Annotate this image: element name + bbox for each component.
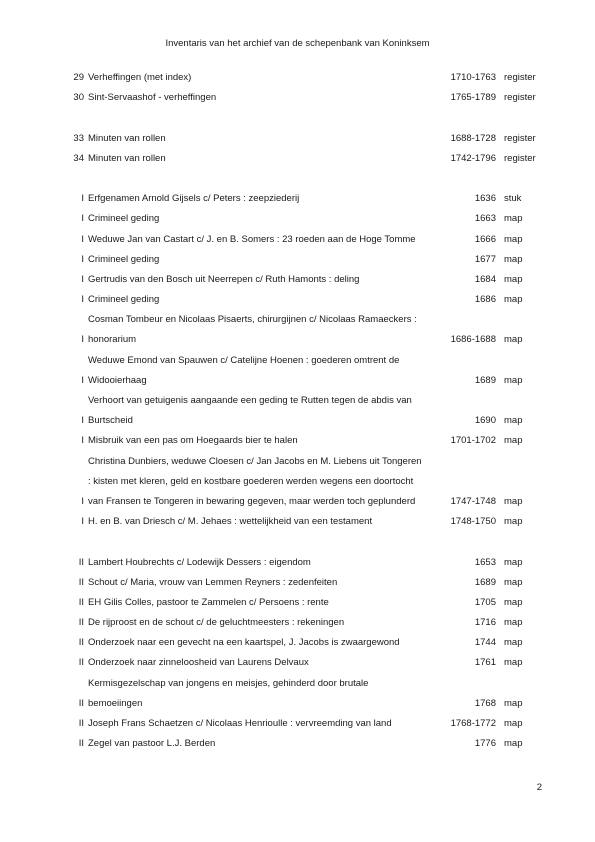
inventory-row bbox=[0, 149, 595, 169]
inventory-row bbox=[0, 108, 595, 128]
inventory-date: 1686-1688 bbox=[450, 334, 496, 346]
inventory-type: map bbox=[504, 576, 523, 588]
inventory-list bbox=[0, 68, 595, 754]
inventory-row bbox=[0, 633, 595, 653]
inventory-row bbox=[0, 230, 595, 250]
inventory-description: bemoeiingen bbox=[88, 697, 143, 709]
inventory-row bbox=[0, 351, 595, 371]
inventory-description: Cosman Tombeur en Nicolaas Pisaerts, chirurgijnen c/ Nicolaas Ramaeckers : bbox=[88, 314, 417, 326]
inventory-number: I bbox=[81, 516, 84, 528]
inventory-date: 1688-1728 bbox=[450, 132, 496, 144]
inventory-type: map bbox=[504, 637, 523, 649]
inventory-row bbox=[0, 694, 595, 714]
inventory-row bbox=[0, 532, 595, 552]
inventory-date: 1636 bbox=[474, 193, 496, 205]
inventory-description: Verheffingen (met index) bbox=[88, 72, 192, 83]
inventory-description: van Fransen te Tongeren in bewaring gegeven, maar werden toch geplunderd bbox=[88, 495, 416, 507]
inventory-type: map bbox=[504, 294, 523, 306]
inventory-number: II bbox=[78, 617, 84, 629]
inventory-description: Weduwe Emond van Spauwen c/ Catelijne Hoenen : goederen omtrent de bbox=[88, 354, 400, 366]
inventory-number: II bbox=[78, 657, 84, 669]
inventory-date: 1748-1750 bbox=[450, 516, 496, 528]
inventory-row bbox=[0, 209, 595, 229]
inventory-row bbox=[0, 129, 595, 149]
inventory-number: II bbox=[78, 556, 84, 568]
inventory-date: 1663 bbox=[474, 213, 496, 225]
inventory-date: 1768-1772 bbox=[450, 718, 496, 729]
inventory-row bbox=[0, 593, 595, 613]
inventory-description: Onderzoek naar een gevecht na een kaartspel, J. Jacobs is zwaargewond bbox=[88, 637, 400, 649]
inventory-number: I bbox=[81, 495, 84, 507]
inventory-row bbox=[0, 371, 595, 391]
inventory-type: map bbox=[504, 556, 523, 568]
inventory-description: Sint-Servaashof - verheffingen bbox=[88, 92, 217, 104]
inventory-type: register bbox=[504, 72, 536, 83]
inventory-type: register bbox=[504, 92, 536, 104]
inventory-date: 1689 bbox=[474, 576, 496, 588]
inventory-number: I bbox=[81, 415, 84, 427]
inventory-number: I bbox=[81, 273, 84, 285]
inventory-date: 1690 bbox=[474, 415, 496, 427]
inventory-type: map bbox=[504, 233, 523, 245]
inventory-date: 1686 bbox=[474, 294, 496, 306]
inventory-row bbox=[0, 431, 595, 451]
inventory-description: Widooierhaag bbox=[88, 374, 147, 386]
inventory-number: I bbox=[81, 193, 84, 205]
inventory-date: 1653 bbox=[474, 556, 496, 568]
inventory-number: I bbox=[81, 294, 84, 306]
inventory-row bbox=[0, 68, 595, 88]
inventory-type: map bbox=[504, 718, 523, 729]
inventory-row bbox=[0, 573, 595, 593]
inventory-number: 30 bbox=[73, 92, 84, 104]
inventory-description: Zegel van pastoor L.J. Berden bbox=[88, 738, 216, 750]
inventory-date: 1689 bbox=[474, 374, 496, 386]
inventory-date: 1684 bbox=[474, 273, 496, 285]
inventory-date: 1776 bbox=[474, 738, 496, 750]
inventory-description: Erfgenamen Arnold Gijsels c/ Peters : zeepziederij bbox=[88, 193, 300, 205]
inventory-description: Weduwe Jan van Castart c/ J. en B. Somers : 23 roeden aan de Hoge Tomme bbox=[88, 233, 416, 245]
inventory-number: I bbox=[81, 334, 84, 346]
inventory-number: 34 bbox=[73, 152, 84, 164]
inventory-type: map bbox=[504, 516, 523, 528]
inventory-description: EH Gilis Colles, pastoor te Zammelen c/ Persoens : rente bbox=[88, 596, 329, 608]
inventory-row bbox=[0, 169, 595, 189]
inventory-type: map bbox=[504, 697, 523, 709]
inventory-type: stuk bbox=[504, 193, 522, 205]
inventory-number: I bbox=[81, 374, 84, 386]
inventory-number: I bbox=[81, 213, 84, 225]
inventory-row bbox=[0, 250, 595, 270]
inventory-description: Joseph Frans Schaetzen c/ Nicolaas Henrioulle : vervreemding van land bbox=[88, 718, 392, 729]
inventory-description: Christina Dunbiers, weduwe Cloesen c/ Jan Jacobs en M. Liebens uit Tongeren bbox=[88, 455, 422, 467]
inventory-date: 1666 bbox=[474, 233, 496, 245]
inventory-type: map bbox=[504, 374, 523, 386]
inventory-date: 1768 bbox=[474, 697, 496, 709]
inventory-type: map bbox=[504, 657, 523, 669]
inventory-description: Lambert Houbrechts c/ Lodewijk Dessers : eigendom bbox=[88, 556, 311, 568]
inventory-description: H. en B. van Driesch c/ M. Jehaes : wettelijkheid van een testament bbox=[88, 516, 373, 528]
inventory-date: 1742-1796 bbox=[450, 152, 496, 164]
inventory-description: Crimineel geding bbox=[88, 213, 160, 225]
inventory-row bbox=[0, 452, 595, 472]
inventory-description: : kisten met kleren, geld en kostbare goederen werden wegens een doortocht bbox=[88, 475, 414, 487]
inventory-type: map bbox=[504, 738, 523, 750]
inventory-number: II bbox=[78, 697, 84, 709]
page-number: 2 bbox=[536, 782, 542, 793]
inventory-description: honorarium bbox=[88, 334, 137, 346]
inventory-row bbox=[0, 653, 595, 673]
inventory-date: 1747-1748 bbox=[450, 495, 496, 507]
inventory-row bbox=[0, 411, 595, 431]
inventory-row bbox=[0, 613, 595, 633]
inventory-description: Burtscheid bbox=[88, 415, 133, 427]
inventory-number: II bbox=[78, 738, 84, 750]
inventory-row bbox=[0, 492, 595, 512]
inventory-description: Gertrudis van den Bosch uit Neerrepen c/ Ruth Hamonts : deling bbox=[88, 273, 360, 285]
inventory-description: Crimineel geding bbox=[88, 294, 160, 306]
inventory-number: I bbox=[81, 435, 84, 447]
inventory-type: map bbox=[504, 435, 523, 447]
inventory-number: 29 bbox=[73, 72, 84, 83]
inventory-description: Verhoort van getuigenis aangaande een geding te Rutten tegen de abdis van bbox=[88, 395, 412, 406]
inventory-type: map bbox=[504, 617, 523, 629]
inventory-row bbox=[0, 714, 595, 734]
inventory-type: map bbox=[504, 253, 523, 265]
inventory-description: Minuten van rollen bbox=[88, 152, 166, 164]
inventory-date: 1765-1789 bbox=[450, 92, 496, 104]
inventory-type: register bbox=[504, 152, 536, 164]
inventory-type: map bbox=[504, 415, 523, 427]
inventory-date: 1761 bbox=[474, 657, 496, 669]
inventory-date: 1716 bbox=[474, 617, 496, 629]
inventory-row bbox=[0, 270, 595, 290]
inventory-description: Schout c/ Maria, vrouw van Lemmen Reyners : zedenfeiten bbox=[88, 576, 338, 588]
inventory-description: Onderzoek naar zinneloosheid van Laurens Delvaux bbox=[88, 657, 309, 669]
inventory-number: I bbox=[81, 253, 84, 265]
inventory-type: map bbox=[504, 596, 523, 608]
inventory-row bbox=[0, 734, 595, 754]
inventory-row bbox=[0, 330, 595, 350]
inventory-number: II bbox=[78, 576, 84, 588]
inventory-type: map bbox=[504, 213, 523, 225]
page-header: Inventaris van het archief van de schepenbank van Koninksem bbox=[165, 38, 430, 49]
inventory-row bbox=[0, 189, 595, 209]
inventory-row bbox=[0, 553, 595, 573]
inventory-number: II bbox=[78, 596, 84, 608]
inventory-type: map bbox=[504, 334, 523, 346]
inventory-number: II bbox=[78, 637, 84, 649]
inventory-date: 1710-1763 bbox=[450, 72, 496, 83]
inventory-description: Minuten van rollen bbox=[88, 132, 166, 144]
inventory-number: I bbox=[81, 233, 84, 245]
inventory-row bbox=[0, 391, 595, 411]
inventory-row bbox=[0, 290, 595, 310]
inventory-description: Kermisgezelschap van jongens en meisjes, gehinderd door brutale bbox=[88, 677, 369, 689]
inventory-number: II bbox=[78, 718, 84, 729]
inventory-description: De rijproost en de schout c/ de geluchtmeesters : rekeningen bbox=[88, 617, 345, 629]
inventory-date: 1701-1702 bbox=[450, 435, 496, 447]
inventory-description: Misbruik van een pas om Hoegaards bier te halen bbox=[88, 435, 298, 447]
inventory-row bbox=[0, 88, 595, 108]
inventory-row bbox=[0, 674, 595, 694]
inventory-row bbox=[0, 472, 595, 492]
inventory-description: Crimineel geding bbox=[88, 253, 160, 265]
inventory-type: map bbox=[504, 273, 523, 285]
inventory-number: 33 bbox=[73, 132, 84, 144]
inventory-row bbox=[0, 310, 595, 330]
inventory-type: register bbox=[504, 132, 536, 144]
inventory-date: 1744 bbox=[474, 637, 496, 649]
inventory-type: map bbox=[504, 495, 523, 507]
inventory-date: 1705 bbox=[474, 596, 496, 608]
inventory-row bbox=[0, 512, 595, 532]
inventory-date: 1677 bbox=[474, 253, 496, 265]
